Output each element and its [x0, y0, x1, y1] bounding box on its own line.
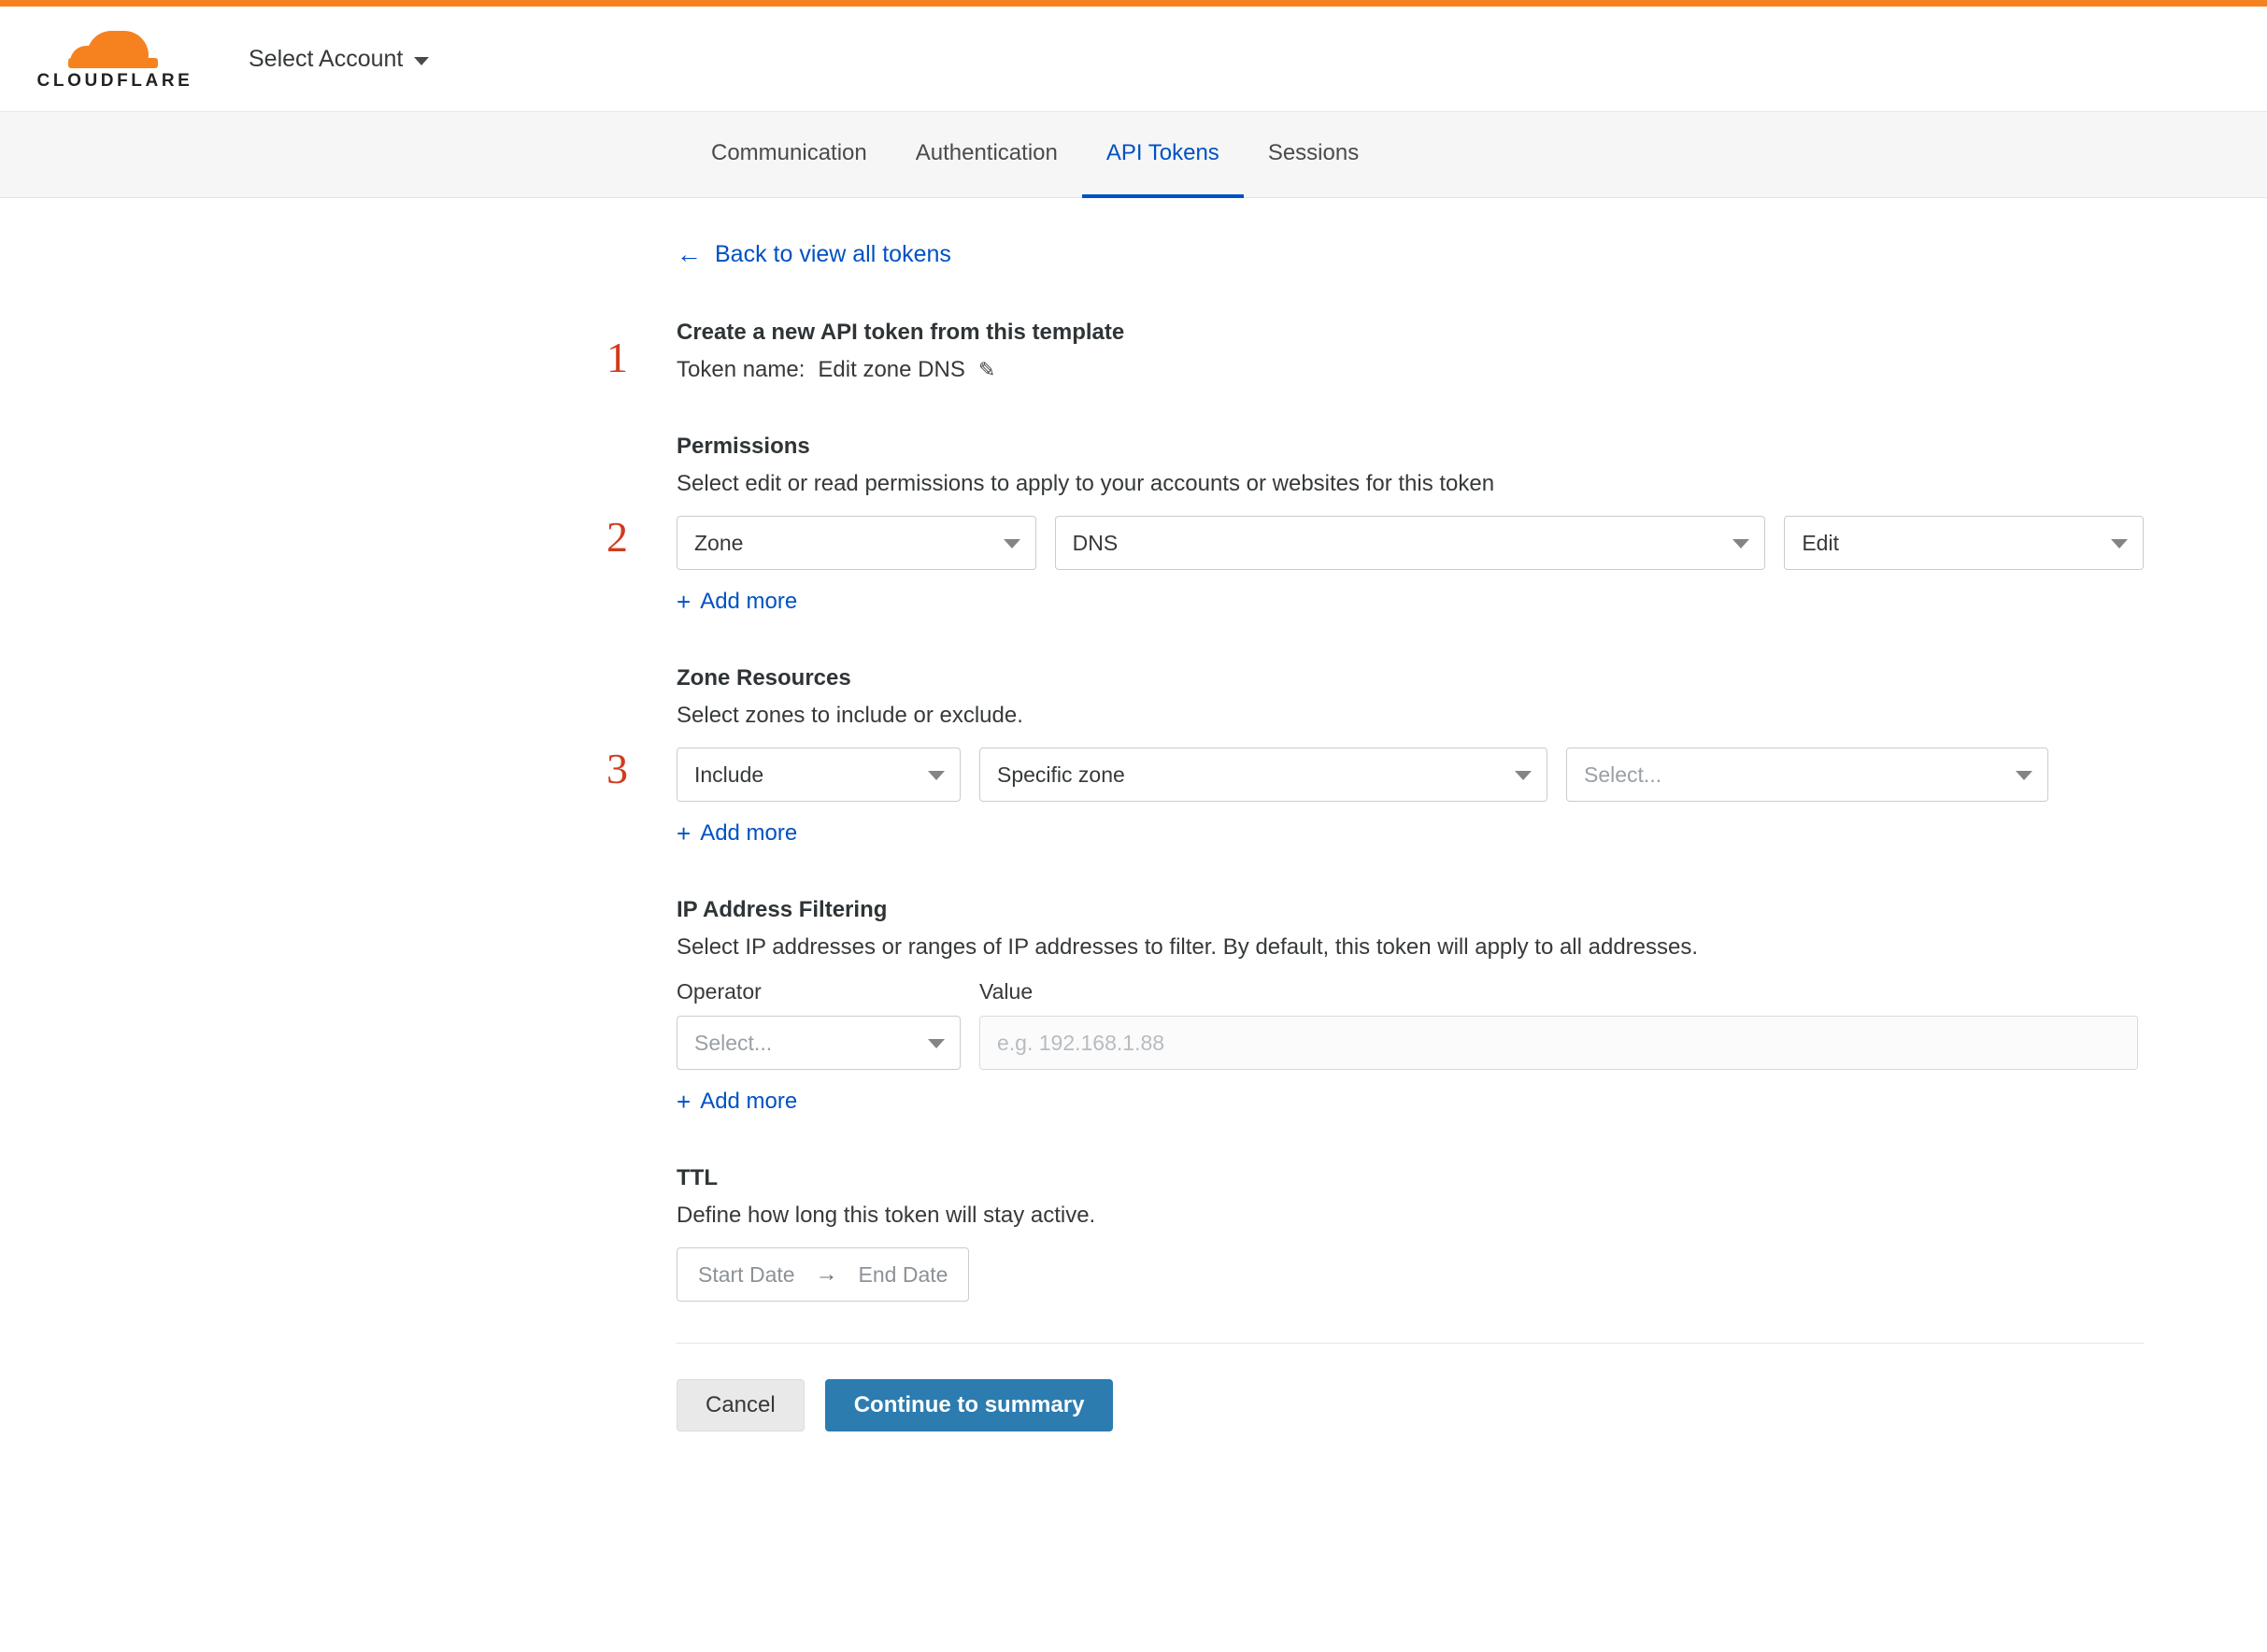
zone-include-select[interactable] — [677, 748, 961, 802]
chevron-down-icon — [1004, 539, 1020, 548]
step-number-2: 2 — [606, 513, 628, 561]
permissions-row — [677, 516, 2144, 570]
chevron-down-icon — [2111, 539, 2128, 548]
template-section — [606, 320, 2144, 383]
chevron-down-icon — [1732, 539, 1749, 548]
logo-wordmark: CLOUDFLARE — [36, 70, 193, 91]
zone-scope-value: Specific zone — [997, 762, 1125, 787]
zone-resources-add-more-label: Add more — [700, 820, 798, 846]
operator-select[interactable] — [677, 1016, 961, 1070]
permission-resource-value: DNS — [1072, 530, 1119, 555]
operator-value: Select... — [694, 1030, 773, 1055]
ip-value-placeholder: e.g. 192.168.1.88 — [997, 1030, 1165, 1055]
form-actions — [677, 1379, 2144, 1431]
zone-resources-section — [606, 665, 2144, 847]
tab-sessions[interactable] — [1244, 112, 1383, 198]
tab-api-tokens-label: API Tokens — [1105, 140, 1219, 165]
permission-resource-select[interactable] — [1055, 516, 1766, 570]
template-title: Create a new API token from this template — [677, 320, 1125, 345]
cloudflare-logo — [26, 27, 204, 92]
content-column — [606, 240, 2144, 1431]
zone-resources-add-more-button[interactable] — [677, 820, 797, 847]
cancel-button-label: Cancel — [706, 1392, 776, 1417]
ip-filtering-add-more-button[interactable] — [677, 1089, 797, 1115]
permissions-add-more-button[interactable] — [677, 589, 797, 615]
pencil-icon[interactable]: ✎ — [977, 358, 996, 381]
permission-scope-select[interactable] — [677, 516, 1036, 570]
plus-icon: + — [677, 1088, 692, 1116]
ip-filtering-section — [677, 897, 2144, 1115]
ttl-end-date[interactable]: End Date — [858, 1261, 948, 1287]
tab-api-tokens[interactable] — [1082, 112, 1244, 198]
step-number-1: 1 — [606, 334, 628, 381]
zone-resources-title: Zone Resources — [677, 665, 851, 691]
chevron-down-icon — [1515, 771, 1532, 780]
chevron-down-icon — [928, 771, 945, 780]
zone-resources-row — [677, 748, 2144, 802]
ttl-section — [677, 1165, 2144, 1302]
step-number-3: 3 — [606, 745, 628, 792]
ttl-start-date[interactable]: Start Date — [698, 1261, 795, 1287]
tab-authentication-label: Authentication — [915, 140, 1058, 165]
app-header — [0, 7, 2267, 112]
back-link-label: Back to view all tokens — [715, 241, 951, 267]
token-name-prefix: Token name: — [677, 357, 806, 382]
operator-label: Operator — [677, 979, 762, 1004]
chevron-down-icon — [2016, 771, 2032, 780]
zone-include-value: Include — [694, 762, 764, 787]
cloudflare-cloud-icon — [63, 27, 167, 68]
section-nav — [0, 112, 2267, 198]
chevron-down-icon — [414, 57, 429, 65]
operator-field — [677, 979, 961, 1070]
main-content — [0, 198, 2267, 1417]
ip-filtering-description: Select IP addresses or ranges of IP addresses to filter. By default, this token will apply to all addresses. — [677, 934, 1699, 960]
ttl-date-range-picker[interactable] — [677, 1247, 969, 1302]
cancel-button[interactable] — [677, 1379, 805, 1431]
token-name-value: Edit zone DNS — [818, 357, 965, 382]
brand-accent-bar — [0, 0, 2267, 7]
tab-communication[interactable] — [687, 112, 891, 198]
ttl-title: TTL — [677, 1165, 718, 1190]
token-name-row — [677, 357, 2144, 383]
permission-access-select[interactable] — [1784, 516, 2144, 570]
plus-icon: + — [677, 819, 692, 847]
footer-divider — [677, 1343, 2144, 1344]
zone-scope-select[interactable] — [979, 748, 1547, 802]
permissions-add-more-label: Add more — [700, 589, 798, 614]
permissions-section — [606, 434, 2144, 616]
value-field — [979, 979, 2138, 1070]
ip-value-input[interactable] — [979, 1016, 2138, 1070]
ip-filtering-add-more-label: Add more — [700, 1089, 798, 1114]
permission-access-value: Edit — [1802, 530, 1839, 555]
value-label: Value — [979, 979, 1034, 1004]
zone-resources-description: Select zones to include or exclude. — [677, 703, 1023, 728]
tab-sessions-label: Sessions — [1267, 140, 1360, 165]
permission-scope-value: Zone — [694, 530, 744, 555]
tab-authentication[interactable] — [891, 112, 1082, 198]
permissions-title: Permissions — [677, 434, 810, 459]
ttl-description: Define how long this token will stay active. — [677, 1203, 1096, 1228]
arrow-left-icon: ← — [677, 240, 702, 268]
permissions-description: Select edit or read permissions to apply to your accounts or websites for this token — [677, 471, 1495, 496]
zone-target-select[interactable] — [1566, 748, 2048, 802]
continue-button-label: Continue to summary — [853, 1392, 1085, 1417]
tab-communication-label: Communication — [711, 140, 867, 165]
back-to-tokens-link[interactable] — [677, 241, 2144, 268]
account-selector[interactable] — [249, 46, 429, 73]
arrow-right-icon: → — [815, 1261, 838, 1287]
account-selector-label: Select Account — [249, 45, 404, 72]
continue-to-summary-button[interactable] — [825, 1379, 1114, 1431]
chevron-down-icon — [928, 1039, 945, 1048]
zone-target-value: Select... — [1584, 762, 1662, 787]
plus-icon: + — [677, 588, 692, 616]
ip-filtering-title: IP Address Filtering — [677, 897, 888, 922]
ip-filtering-row — [677, 979, 2144, 1070]
